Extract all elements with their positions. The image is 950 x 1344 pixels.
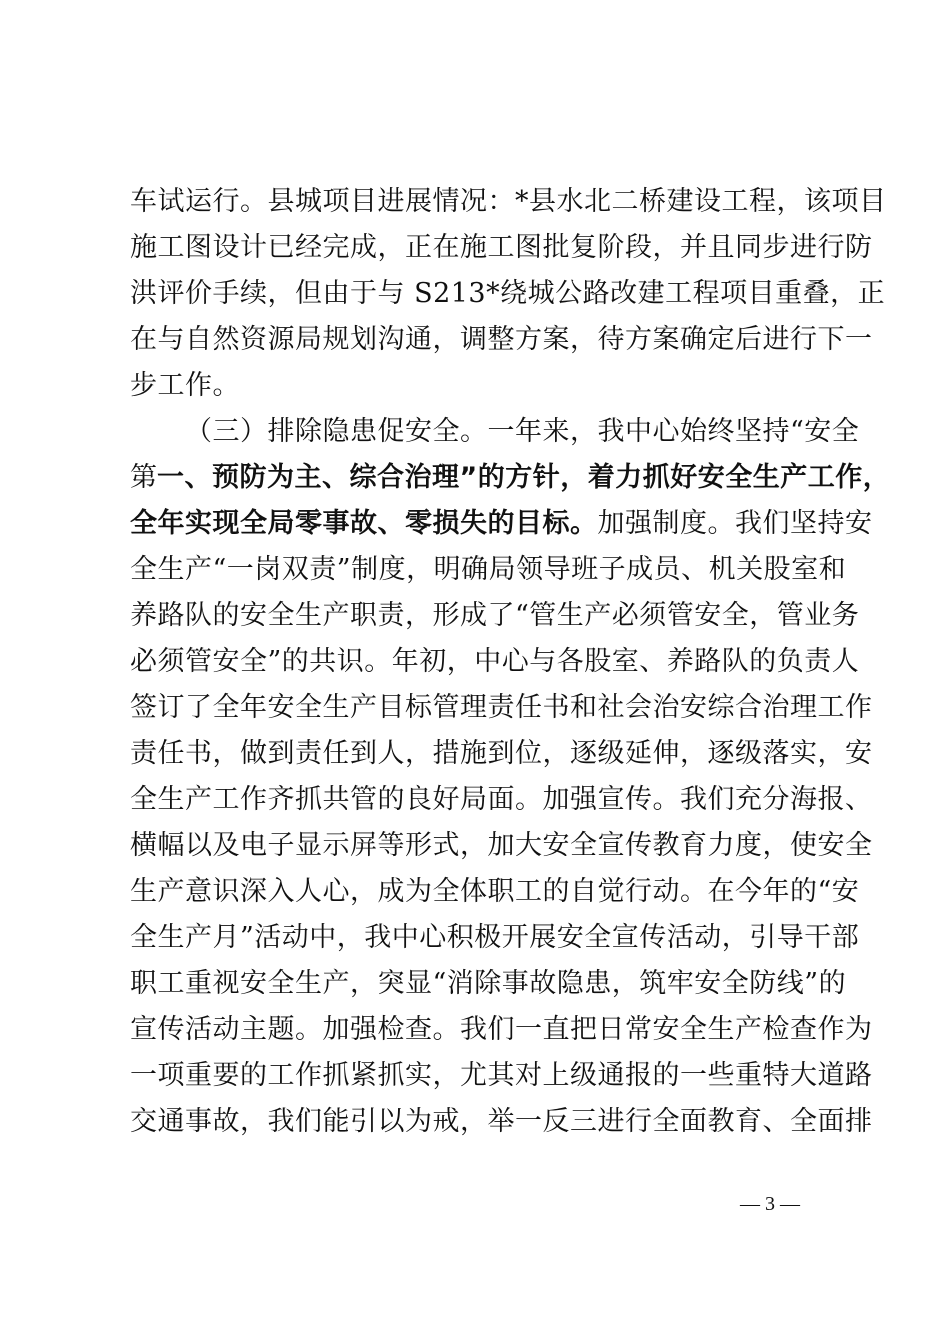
text-line-10: 养路队的安全生产职责，形成了“管生产必须管安全，管业务 xyxy=(130,600,860,631)
text-line-16: 生产意识深入人心，成为全体职工的自觉行动。在今年的“安 xyxy=(130,876,860,907)
page-number: — 3 — xyxy=(740,1193,800,1215)
text-line-21: 交通事故，我们能引以为戒，举一反三进行全面教育、全面排 xyxy=(130,1106,873,1137)
text-line-19: 宣传活动主题。加强检查。我们一直把日常安全生产检查作为 xyxy=(130,1014,873,1045)
text-line-8-rest: 加强制度。我们坚持安 xyxy=(597,508,873,539)
text-line-7-bold: 一、预防为主、综合治理”的方针，着力抓好安全生产工作， xyxy=(157,462,891,493)
section-heading-line: （三）排除隐患促安全。一年来，我中心始终坚持“安全 xyxy=(185,416,860,447)
text-line-5: 步工作。 xyxy=(130,370,240,401)
text-line-15: 横幅以及电子显示屏等形式，加大安全宣传教育力度，使安全 xyxy=(130,830,873,861)
text-line-13: 责任书，做到责任到人，措施到位，逐级延伸，逐级落实，安 xyxy=(130,738,873,769)
text-line-1: 车试运行。县城项目进展情况：*县水北二桥建设工程，该项目 xyxy=(130,186,887,217)
text-line-2: 施工图设计已经完成，正在施工图批复阶段，并且同步进行防 xyxy=(130,232,873,263)
text-line-20: 一项重要的工作抓紧抓实，尤其对上级通报的一些重特大道路 xyxy=(130,1060,873,1091)
text-line-4: 在与自然资源局规划沟通，调整方案，待方案确定后进行下一 xyxy=(130,324,873,355)
text-line-8-bold: 全年实现全局零事故、零损失的目标。 xyxy=(130,508,598,539)
text-line-12: 签订了全年安全生产目标管理责任书和社会治安综合治理工作 xyxy=(130,692,873,723)
text-line-7-start: 第 xyxy=(130,462,158,493)
text-line-18: 职工重视安全生产，突显“消除事故隐患，筑牢安全防线”的 xyxy=(130,968,847,999)
text-line-17: 全生产月”活动中，我中心积极开展安全宣传活动，引导干部 xyxy=(130,922,860,953)
text-line-11: 必须管安全”的共识。年初，中心与各股室、养路队的负责人 xyxy=(130,646,860,677)
text-line-14: 全生产工作齐抓共管的良好局面。加强宣传。我们充分海报、 xyxy=(130,784,873,815)
text-line-8 xyxy=(130,502,873,546)
text-line-7 xyxy=(130,456,891,500)
text-line-3: 洪评价手续，但由于与 S213*绕城公路改建工程项目重叠，正 xyxy=(130,278,886,309)
text-line-9: 全生产“一岗双责”制度，明确局领导班子成员、机关股室和 xyxy=(130,554,847,585)
